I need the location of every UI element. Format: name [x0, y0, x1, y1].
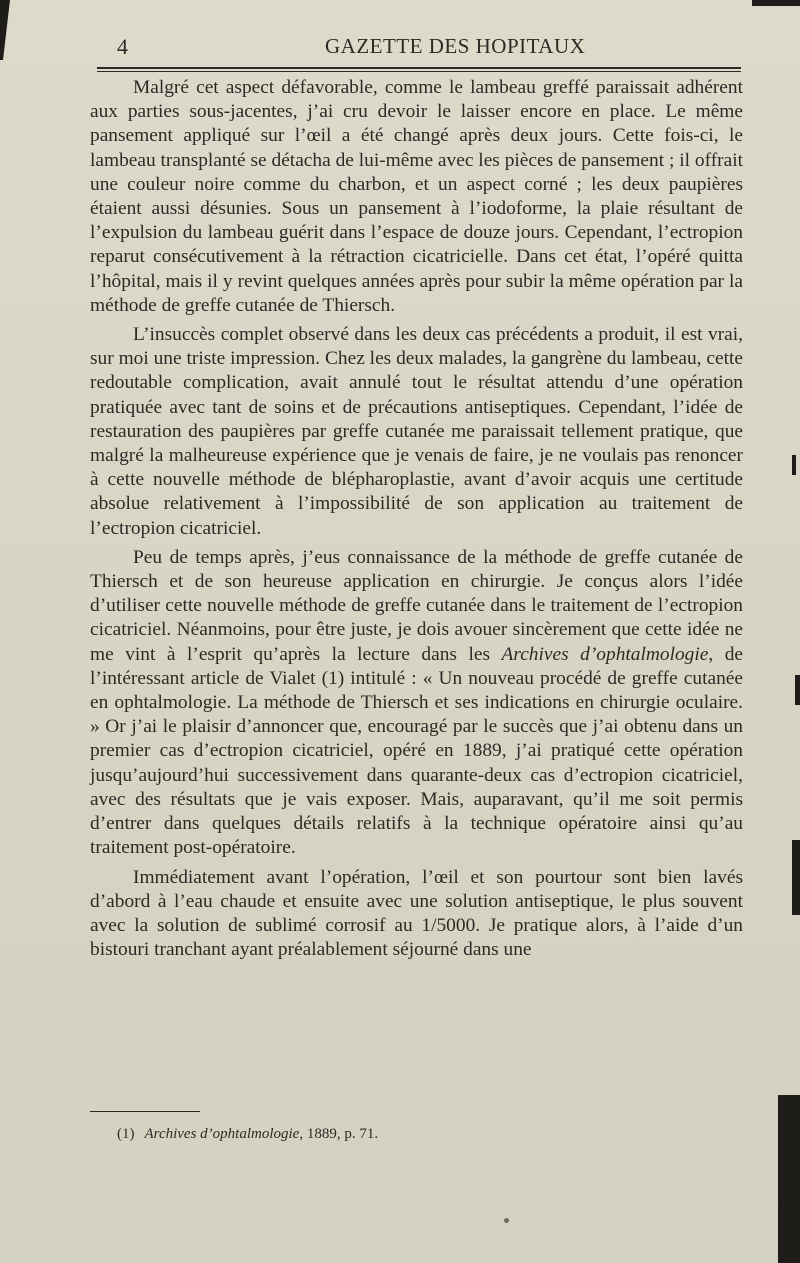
footnote-journal: Archives d’ophtalmologie [144, 1126, 300, 1142]
footnote [117, 1125, 378, 1143]
paragraph-3 [90, 546, 743, 861]
page-edge-mark [792, 840, 800, 915]
footnote-rule [90, 1111, 200, 1112]
paragraph-3-text-b: , de l’intéressant article de Vialet (1) intitulé : « Un nouveau procédé de greffe cutanée en ophtalmologie. La méthode de Thiersch et ses indications en chirurgie oculaire. » Or j’ai le plaisir d’annoncer que, encouragé par le succès que j’ai obtenu dans un premier cas d’ectropion cicatriciel, opéré en 1889, j’ai pratiqué cette opération jusqu’aujourd’hui successivement dans quarante-deux cas d’ectropion cicatriciel, avec des résultats que je vais exposer. Mais, auparavant, qu’il me soit permis d’entrer dans quelques détails relatifs à la technique opératoire ainsi qu’au traitement post-opératoire. [90, 643, 743, 859]
page-edge-mark [792, 455, 796, 475]
header-rule-thick [97, 67, 741, 69]
header-rule-thin [97, 71, 741, 72]
running-title: GAZETTE DES HOPITAUX [325, 34, 586, 58]
paragraph-4: Immédiatement avant l’opération, l’œil et son pourtour sont bien lavés d’abord à l’eau chaude et ensuite avec une solution antiseptique, le plus souvent avec la solution de sublimé corrosif au 1/5000. Je pratique alors, à l’aide d’un bistouri tranchant ayant préalablement séjourné dans une [90, 866, 743, 961]
article-body [90, 76, 743, 962]
page-edge-binding [778, 1095, 800, 1263]
page-number: 4 [117, 34, 128, 59]
footnote-citation: , 1889, p. 71. [299, 1126, 379, 1142]
page-edge-shadow-left [0, 0, 10, 60]
page-edge-mark [795, 675, 800, 705]
paragraph-1: Malgré cet aspect défavorable, comme le lambeau greffé paraissait adhérent aux parties sous-jacentes, j’ai cru devoir le laisser encore en place. Le même pansement appliqué sur l’œil a été changé après deux jours. Cette fois-ci, le lambeau transplanté se détacha de lui-même avec les pièces de pansement ; il offrait une couleur noire comme du charbon, et un aspect corné ; les deux paupières étaient aussi désunies. Sous un pansement à l’iodoforme, la plaie résultant de l’expulsion du lambeau guérit dans l’espace de douze jours. Cependant, l’ectropion reparut consécutivement à la rétraction cicatricielle. Dans cet état, l’opéré quitta l’hôpital, mais il y revint quelques années après pour subir la même opération par la méthode de greffe cutanée de Thiersch. [90, 77, 743, 316]
paragraph-3-text-a: Peu de temps après, j’eus connaissance de la méthode de greffe cutanée de Thiersch et de son heureuse application en chirurgie. Je conçus alors l’idée d’utiliser cette nouvelle méthode de greffe cutanée dans le traitement de l’ectropion cicatriciel. Néanmoins, pour être juste, je dois avouer sincèrement que cette idée ne me vint à l’esprit qu’après la lecture dans les [90, 546, 743, 665]
running-header [113, 34, 743, 64]
journal-title-italic: Archives d’ophtalmologie [501, 643, 709, 665]
page-edge-shadow-top-right [752, 0, 800, 6]
ink-speck [504, 1218, 509, 1223]
footnote-marker: (1) [117, 1126, 135, 1142]
paragraph-2: L’insuccès complet observé dans les deux cas précédents a produit, il est vrai, sur moi une triste impression. Chez les deux malades, la gangrène du lambeau, cette redoutable complication, avait annulé tout le résultat attendu d’une opération pratiquée avec tant de soins et de précautions antiseptiques. Cependant, l’idée de restauration des paupières par greffe cutanée me paraissait tellement pratique, que malgré la malheureuse expérience que je venais de faire, je ne voulais pas renoncer à cette nouvelle méthode de blépharoplastie, avant d’avoir acquis une certitude absolue relativement à l’impossibilité de son application au traitement de l’ectropion cicatriciel. [90, 324, 743, 539]
